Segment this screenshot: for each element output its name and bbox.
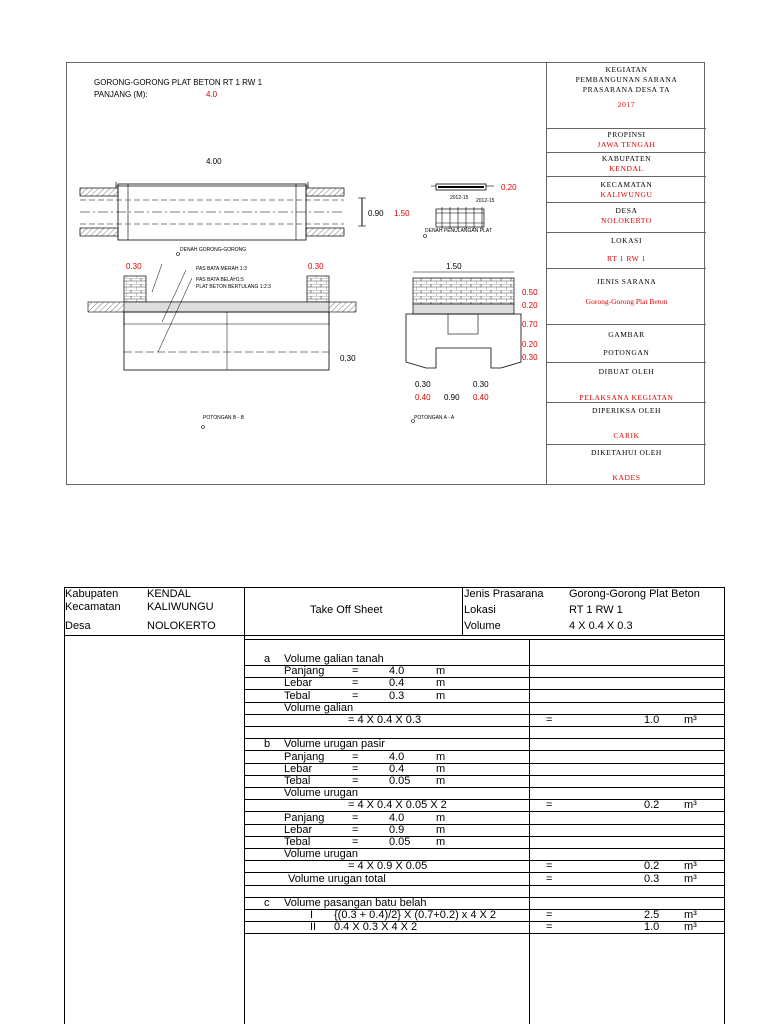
takeoff-cell-f2: {(0.3 + 0.4)/2} X (0.7+0.2) x 4 X 2 xyxy=(334,909,497,922)
takeoff-cell-c: Volume galian xyxy=(284,701,354,714)
takeoff-cell-u: m xyxy=(436,811,446,824)
title-block xyxy=(546,62,705,485)
takeoff-cell-u: m xyxy=(436,775,446,787)
tb-kegiatan-line-1: PEMBANGUNAN SARANA xyxy=(575,75,678,84)
takeoff-cell-f: = 4 X 0.4 X 0.05 X 2 xyxy=(348,799,447,812)
hdr-lokasi: RT 1 RW 1 xyxy=(569,604,623,616)
plan-dim-top: 4.00 xyxy=(206,157,222,166)
tb-diperiksa: CARIK xyxy=(613,431,640,440)
drawing-title: GORONG-GORONG PLAT BETON RT 1 RW 1 xyxy=(94,78,263,87)
length-label: PANJANG (M): xyxy=(94,90,148,99)
aa-dim-r4: 0.20 xyxy=(522,340,538,349)
takeoff-cell-u: m xyxy=(436,689,446,702)
takeoff-cell-u: m xyxy=(436,762,446,775)
tb-kabupaten: KENDAL xyxy=(609,164,644,173)
takeoff-cell-v: 0.3 xyxy=(389,689,405,702)
takeoff-cell-r-u: m³ xyxy=(684,872,697,885)
hdr-jenis: Gorong-Gorong Plat Beton xyxy=(569,588,700,600)
tb-jenis-label: JENIS SARANA xyxy=(596,277,657,286)
takeoff-cell-f2: 0.4 X 0.3 X 4 X 2 xyxy=(334,921,418,934)
plan-caption: DENAH GORONG-GORONG xyxy=(180,247,247,253)
tb-desa: NOLOKERTO xyxy=(601,216,652,225)
tb-lokasi-label: LOKASI xyxy=(610,236,643,245)
aa-bottom-1a: 0.30 xyxy=(415,380,431,389)
takeoff-sheet xyxy=(64,587,725,1024)
length-value: 4.0 xyxy=(206,90,218,99)
takeoff-cell-n: I xyxy=(310,909,314,922)
takeoff-cell-b: Volume pasangan batu belah xyxy=(284,897,427,909)
takeoff-cell-v: 0.05 xyxy=(389,836,411,848)
takeoff-cell-f: = 4 X 0.9 X 0.05 xyxy=(348,860,428,873)
bb-note-3: PLAT BETON BERTULANG 1:2:3 xyxy=(196,284,271,290)
takeoff-cell-u: m xyxy=(436,677,446,690)
takeoff-cell-eq: = xyxy=(352,836,359,848)
hdr-kecamatan-label: Kecamatan xyxy=(65,601,121,613)
takeoff-cell-a: b xyxy=(264,738,271,751)
tb-dibuat: PELAKSANA KEGIATAN xyxy=(579,393,674,402)
takeoff-cell-r-u: m³ xyxy=(684,860,697,873)
takeoff-cell-u: m xyxy=(436,836,446,848)
hdr-title: Take Off Sheet xyxy=(310,604,383,616)
takeoff-cell-c: Tebal xyxy=(284,689,311,702)
takeoff-cell-eq: = xyxy=(352,750,359,763)
takeoff-cell-v: 0.9 xyxy=(389,823,405,836)
hdr-jenis-label: Jenis Prasarana xyxy=(464,588,544,600)
rebar-label-1: 2012-15 xyxy=(450,195,469,201)
takeoff-cell-c: Panjang xyxy=(284,665,325,678)
takeoff-cell-r-u: m³ xyxy=(684,921,697,934)
plan-view xyxy=(80,182,366,256)
aa-dim-r5: 0.30 xyxy=(522,353,538,362)
tb-kabupaten-label: KABUPATEN xyxy=(601,154,652,163)
aa-bottom-2a: 0.40 xyxy=(415,393,431,402)
aa-bottom-1b: 0.30 xyxy=(473,380,489,389)
bb-note-1: PAS BATA MERAH 1:3 xyxy=(196,266,247,272)
takeoff-cell-r-eq: = xyxy=(546,921,553,934)
takeoff-cell-eq: = xyxy=(352,689,359,702)
drawing-graphics xyxy=(66,62,546,485)
tb-kecamatan: KALIWUNGU xyxy=(600,190,653,199)
takeoff-cell-eq: = xyxy=(352,677,359,690)
takeoff-cell-v: 0.4 xyxy=(389,762,405,775)
takeoff-cell-c: Lebar xyxy=(284,677,313,690)
tb-gambar-label: GAMBAR xyxy=(608,330,645,339)
takeoff-cell-c2: Volume urugan total xyxy=(288,872,386,885)
hdr-lokasi-label: Lokasi xyxy=(464,604,496,616)
bb-dim-side: 0.30 xyxy=(340,354,356,363)
hdr-volume: 4 X 0.4 X 0.3 xyxy=(569,620,633,632)
takeoff-cell-b: Volume urugan pasir xyxy=(284,738,385,751)
rebar-caption: DENAH PENULANGAN PLAT xyxy=(425,228,492,234)
takeoff-cell-u: m xyxy=(436,750,446,763)
bb-dim-right: 0.30 xyxy=(308,262,324,271)
takeoff-cell-v: 4.0 xyxy=(389,750,405,763)
takeoff-cell-f: = 4 X 0.4 X 0.3 xyxy=(348,714,422,726)
takeoff-cell-eq: = xyxy=(352,775,359,787)
aa-caption: POTONGAN A - A xyxy=(414,415,455,421)
aa-dim-top: 1.50 xyxy=(446,262,462,271)
aa-dim-r2: 0.20 xyxy=(522,301,538,310)
tb-kecamatan-label: KECAMATAN xyxy=(600,180,653,189)
takeoff-cell-v: 0.05 xyxy=(389,775,411,787)
tb-diketahui: KADES xyxy=(612,473,641,482)
tb-desa-label: DESA xyxy=(615,206,638,215)
tb-jenis: Gorong-Gorong Plat Beton xyxy=(585,297,668,306)
takeoff-cell-u: m xyxy=(436,823,446,836)
takeoff-cell-r-v: 0.2 xyxy=(644,860,660,873)
takeoff-cell-n: II xyxy=(310,921,317,934)
tb-kegiatan-label: KEGIATAN xyxy=(605,65,648,74)
rebar-dim: 0.20 xyxy=(501,183,517,192)
takeoff-cell-c: Volume urugan xyxy=(284,848,358,861)
takeoff-cell-v: 4.0 xyxy=(389,811,405,824)
bb-note-2: PAS BATA BELAH1:5 xyxy=(196,277,244,283)
aa-dim-r1: 0.50 xyxy=(522,288,538,297)
takeoff-cell-c: Lebar xyxy=(284,762,313,775)
takeoff-cell-c: Tebal xyxy=(284,775,311,787)
hdr-kabupaten: KENDAL xyxy=(147,588,192,600)
takeoff-cell-u: m xyxy=(436,665,446,678)
hdr-volume-label: Volume xyxy=(464,620,501,632)
tb-propinsi-label: PROPINSI xyxy=(607,130,646,139)
tb-lokasi: RT 1 RW 1 xyxy=(606,254,647,263)
hdr-desa: NOLOKERTO xyxy=(147,620,216,632)
takeoff-cell-r-u: m³ xyxy=(684,714,697,726)
plan-dim-right-1: 0.90 xyxy=(368,209,384,218)
hdr-kabupaten-label: Kabupaten xyxy=(65,588,119,600)
takeoff-cell-c: Volume urugan xyxy=(284,787,358,800)
takeoff-cell-eq: = xyxy=(352,762,359,775)
takeoff-cell-c: Lebar xyxy=(284,823,313,836)
rebar-label-2: 2012-15 xyxy=(476,198,495,204)
takeoff-cell-r-eq: = xyxy=(546,872,553,885)
takeoff-cell-r-u: m³ xyxy=(684,799,697,812)
takeoff-cell-r-eq: = xyxy=(546,909,553,922)
takeoff-cell-r-v: 0.3 xyxy=(644,872,660,885)
tb-kegiatan-line-2: PRASARANA DESA TA xyxy=(582,85,671,94)
tb-diketahui-label: DIKETAHUI OLEH xyxy=(591,448,662,457)
takeoff-cell-a: c xyxy=(264,897,270,909)
takeoff-cell-eq: = xyxy=(352,823,359,836)
aa-bottom-2c: 0.40 xyxy=(473,393,489,402)
takeoff-cell-v: 4.0 xyxy=(389,665,405,678)
takeoff-cell-r-eq: = xyxy=(546,860,553,873)
takeoff-cell-r-eq: = xyxy=(546,714,553,726)
tb-propinsi: JAWA TENGAH xyxy=(597,140,656,149)
takeoff-cell-a: a xyxy=(264,653,271,665)
takeoff-cell-eq: = xyxy=(352,811,359,824)
tb-diperiksa-label: DIPERIKSA OLEH xyxy=(591,406,662,415)
aa-dim-r3: 0.70 xyxy=(522,320,538,329)
takeoff-cell-r-v: 1.0 xyxy=(644,714,660,726)
takeoff-cell-c: Tebal xyxy=(284,836,311,848)
takeoff-cell-r-v: 0.2 xyxy=(644,799,660,812)
takeoff-cell-r-v: 2.5 xyxy=(644,909,660,922)
tb-dibuat-label: DIBUAT OLEH xyxy=(598,367,655,376)
tb-gambar: POTONGAN xyxy=(603,348,650,357)
aa-bottom-2b: 0.90 xyxy=(444,393,460,402)
takeoff-cell-c: Panjang xyxy=(284,811,325,824)
takeoff-cell-v: 0.4 xyxy=(389,677,405,690)
plan-dim-right-2: 1.50 xyxy=(394,209,410,218)
takeoff-cell-r-u: m³ xyxy=(684,909,697,922)
takeoff-cell-c: Panjang xyxy=(284,750,325,763)
takeoff-cell-eq: = xyxy=(352,665,359,678)
bb-dim-left: 0.30 xyxy=(126,262,142,271)
hdr-desa-label: Desa xyxy=(65,620,91,632)
takeoff-cell-b: Volume galian tanah xyxy=(284,653,384,665)
takeoff-cell-r-eq: = xyxy=(546,799,553,812)
bb-caption: POTONGAN B - B xyxy=(203,415,245,421)
tb-year: 2017 xyxy=(617,100,636,109)
hdr-kecamatan: KALIWUNGU xyxy=(147,601,214,613)
takeoff-cell-r-v: 1.0 xyxy=(644,921,660,934)
